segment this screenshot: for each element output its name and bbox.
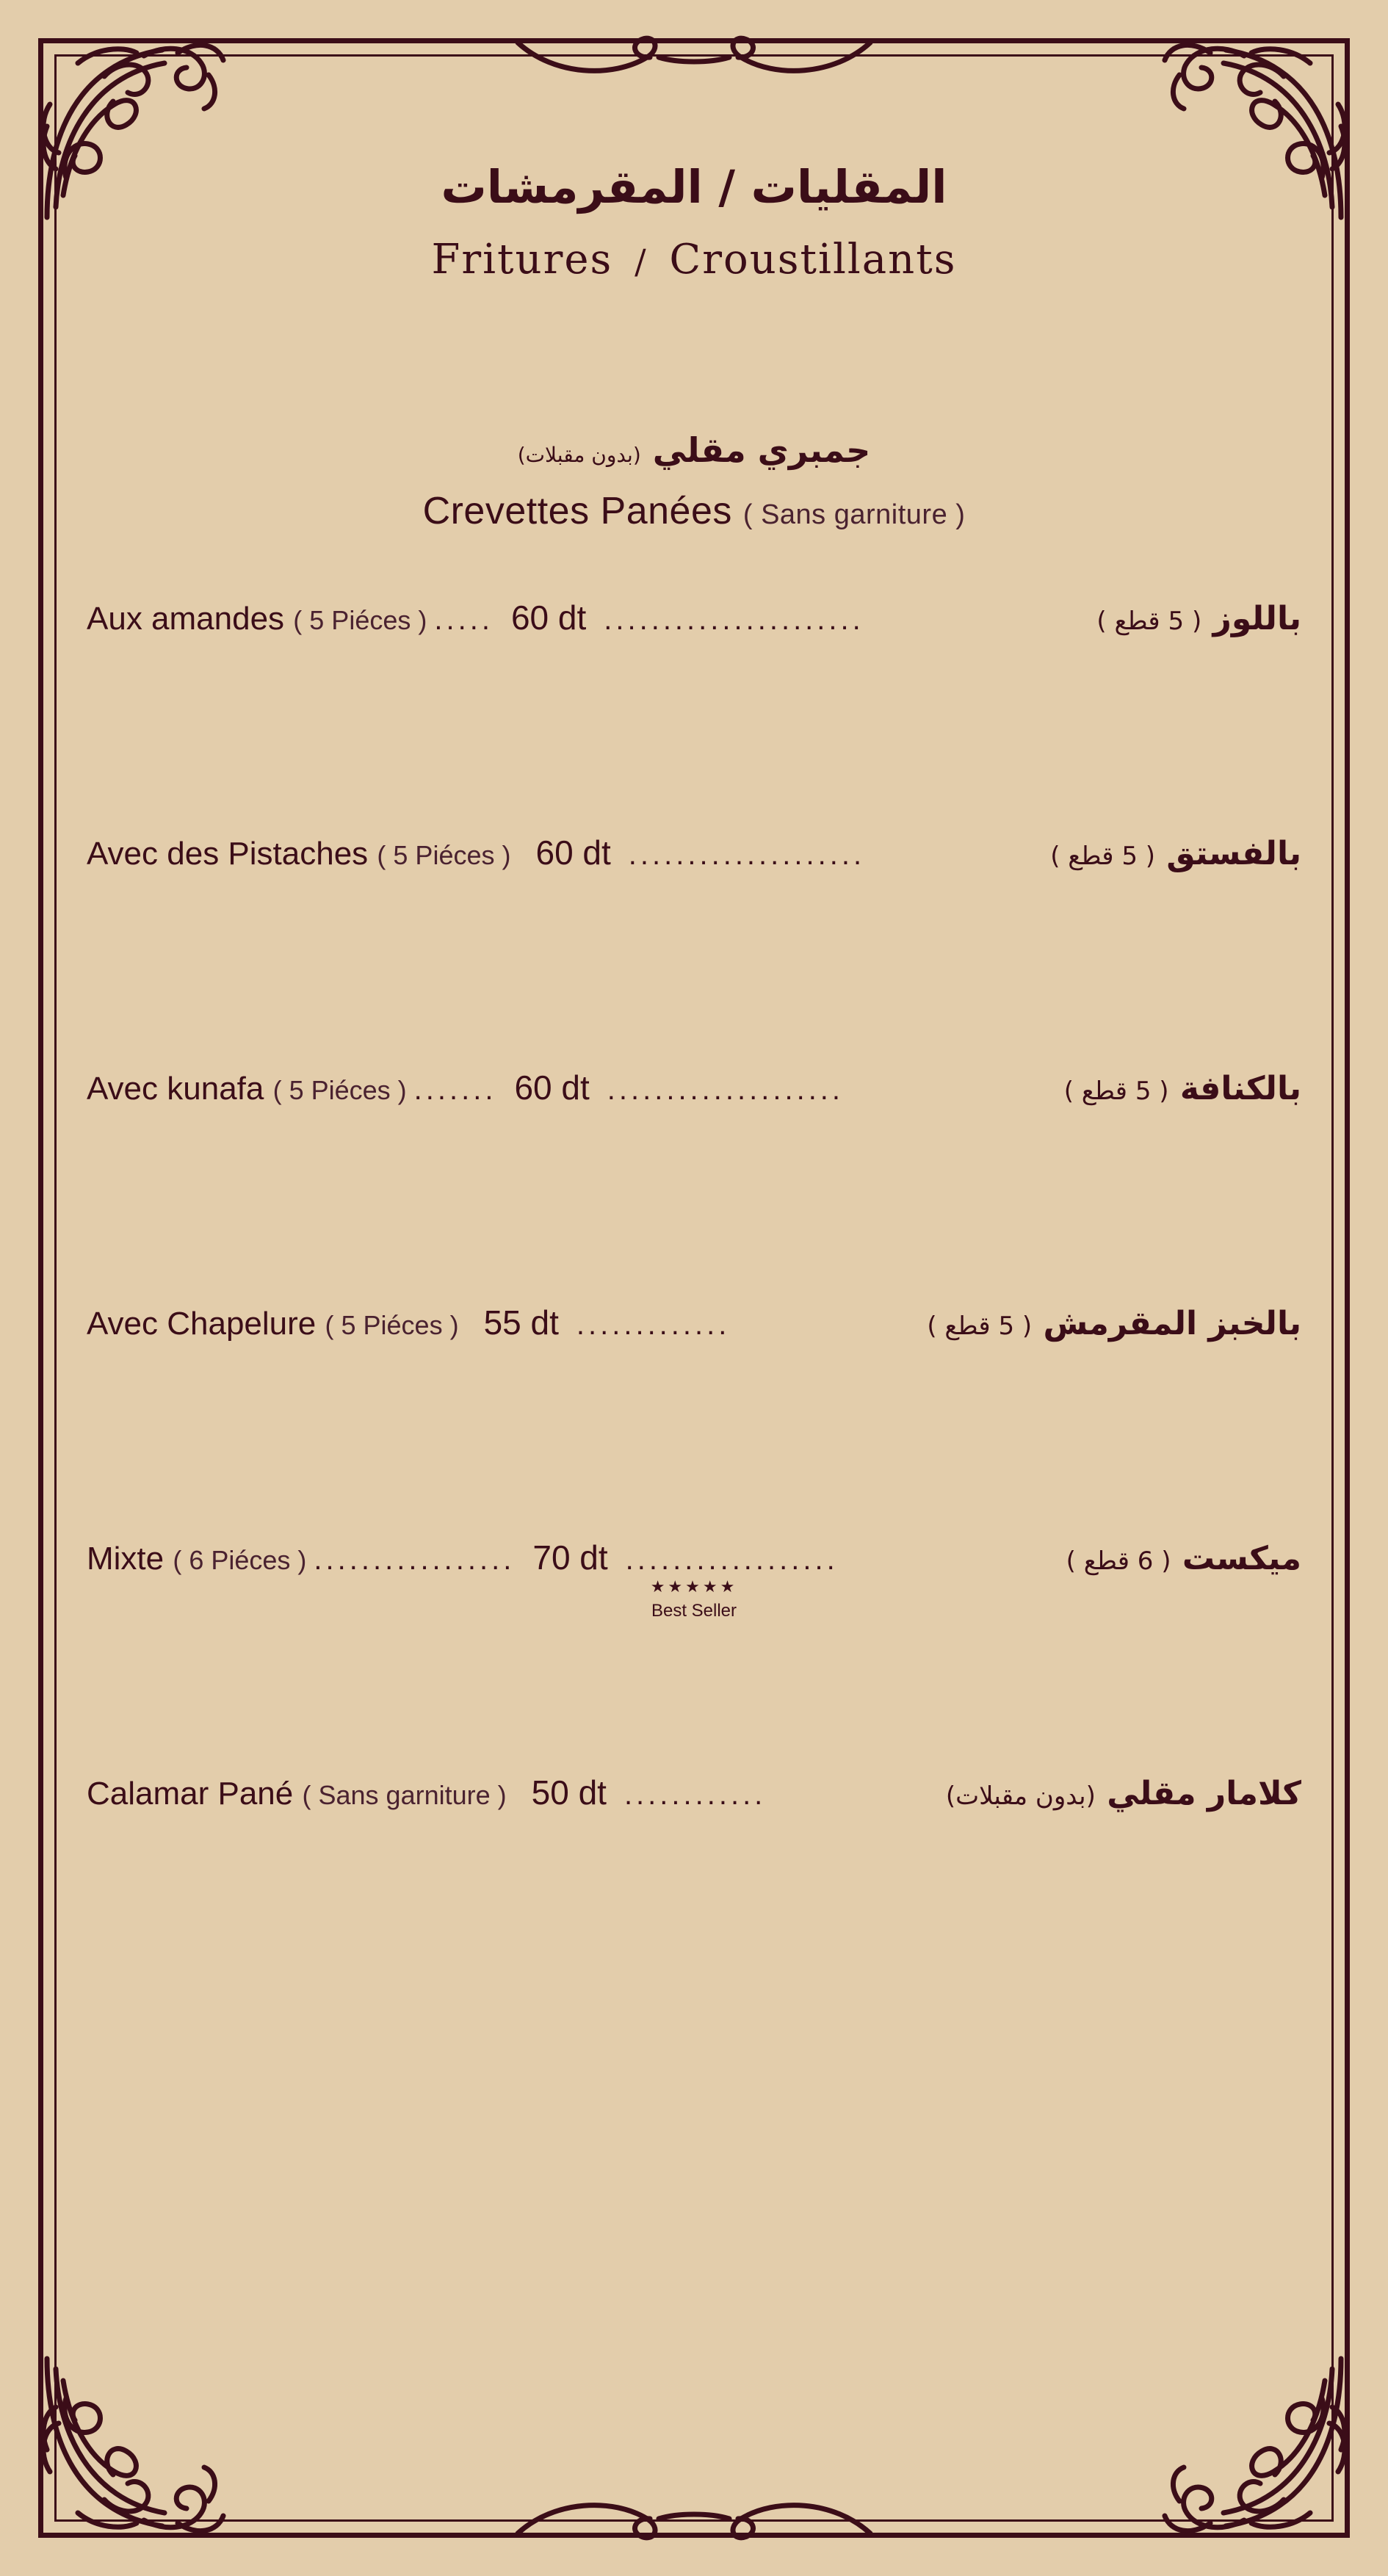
item-quantity-french: ( 5 Piéces ) (325, 1310, 459, 1340)
menu-item-row[interactable] (81, 1773, 1307, 2008)
menu-item-list (81, 598, 1307, 2008)
section-name-french (81, 489, 1307, 533)
item-leader-dots-left: ..... (434, 604, 494, 636)
menu-content (81, 88, 1307, 2488)
item-quantity-french: ( Sans garniture ) (302, 1780, 507, 1810)
menu-item-row[interactable] (81, 1538, 1307, 1773)
item-name-french-text: Calamar Pané (87, 1776, 294, 1812)
category-title-french (81, 236, 1307, 283)
section-name-arabic-main: جمبري مقلي (652, 430, 871, 470)
item-price: 50 dt (531, 1773, 607, 1812)
item-name-french (87, 1306, 459, 1342)
item-leader-dots-right: .................... (607, 1074, 845, 1106)
item-leader-dots-right: .................. (625, 1544, 839, 1576)
item-leader-dots-left: ....... (413, 1074, 497, 1106)
item-quantity-arabic: ( 6 قطع ) (1066, 1546, 1171, 1576)
section-header (81, 430, 1307, 533)
item-quantity-french: ( 5 Piéces ) (293, 605, 427, 635)
item-leader-dots-left: ................. (314, 1544, 516, 1576)
category-title-french-left: Fritures (431, 236, 613, 283)
rating-stars-icon: ★★★★★ (650, 1577, 738, 1596)
item-name-arabic (946, 1775, 1301, 1812)
item-leader-dots-right: ............. (576, 1309, 731, 1341)
item-price: 60 dt (510, 598, 587, 637)
item-quantity-arabic: (بدون مقبلات) (945, 1781, 1096, 1811)
item-quantity-arabic: ( 5 قطع ) (1050, 842, 1156, 871)
menu-item-row[interactable] (81, 598, 1307, 833)
item-name-arabic-text: ميكست (1182, 1540, 1301, 1577)
item-quantity-arabic: ( 5 قطع ) (1096, 607, 1202, 636)
best-seller-badge (576, 1579, 812, 1621)
item-name-arabic-text: باللوز (1212, 600, 1301, 637)
menu-item-row[interactable] (81, 1068, 1307, 1303)
item-name-arabic-text: بالفستق (1166, 835, 1301, 872)
best-seller-label: Best Seller (651, 1601, 737, 1621)
item-quantity-arabic: ( 5 قطع ) (927, 1311, 1033, 1341)
section-name-french-main: Crevettes Panées (422, 490, 732, 532)
item-name-french (87, 1071, 407, 1107)
item-price: 60 dt (514, 1068, 590, 1107)
section-name-french-sub: ( Sans garniture ) (742, 499, 966, 530)
item-name-arabic-text: بالكنافة (1179, 1070, 1301, 1107)
item-name-arabic (1096, 600, 1301, 637)
item-name-arabic (1064, 1070, 1301, 1107)
item-name-french (87, 1776, 507, 1812)
item-name-arabic (927, 1305, 1301, 1342)
item-price: 55 dt (483, 1303, 559, 1342)
item-name-french (87, 601, 427, 637)
item-leader-dots-right: ............ (623, 1779, 767, 1811)
item-name-french-text: Aux amandes (87, 601, 285, 637)
section-name-arabic-sub: (بدون مقبلات) (517, 443, 641, 467)
category-title-arabic: المقليات / المقرمشات (441, 160, 947, 214)
item-price: 70 dt (532, 1538, 608, 1577)
item-name-arabic-text: كلامار مقلي (1107, 1775, 1301, 1812)
item-quantity-arabic: ( 5 قطع ) (1063, 1077, 1169, 1106)
category-title-french-right: Croustillants (669, 236, 957, 283)
item-price: 60 dt (535, 833, 611, 872)
item-name-french-text: Mixte (87, 1541, 165, 1577)
item-leader-dots-right: ...................... (604, 604, 864, 636)
item-name-french (87, 836, 510, 872)
item-quantity-french: ( 5 Piéces ) (272, 1075, 407, 1105)
category-title-separator: / (635, 242, 648, 281)
item-name-arabic (1050, 835, 1301, 872)
item-name-arabic (1066, 1540, 1301, 1577)
item-name-french-text: Avec kunafa (87, 1071, 264, 1107)
item-name-arabic-text: بالخبز المقرمش (1043, 1305, 1301, 1342)
item-name-french (87, 1541, 306, 1577)
item-quantity-french: ( 5 Piéces ) (377, 840, 511, 870)
menu-item-row[interactable] (81, 833, 1307, 1068)
section-name-arabic (81, 430, 1307, 470)
item-leader-dots-right: .................... (628, 839, 866, 871)
item-name-french-text: Avec des Pistaches (87, 836, 369, 872)
menu-item-row[interactable] (81, 1303, 1307, 1538)
item-quantity-french: ( 6 Piéces ) (173, 1545, 307, 1575)
item-name-french-text: Avec Chapelure (87, 1306, 317, 1342)
